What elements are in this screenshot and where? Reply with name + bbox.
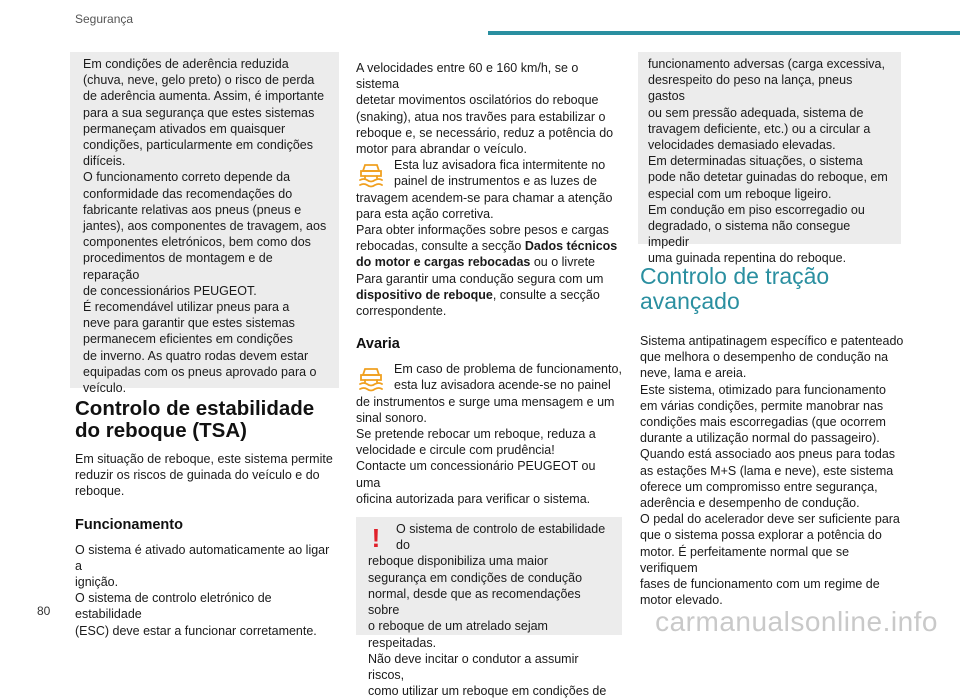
text-line: de inverno. As quatro rodas devem estar — [83, 348, 309, 363]
text-line: jantes), aos componentes de travagem, aos — [83, 219, 327, 234]
text-line: reduzir os riscos de guinada do veículo e do — [75, 468, 320, 483]
text-line: Em determinadas situações, o sistema — [648, 154, 863, 169]
text-line: uma guinada repentina do reboque. — [648, 251, 847, 266]
p2-line-c: do motor e cargas rebocadas ou o livrete — [356, 255, 595, 270]
text-line: Se pretende rebocar um reboque, reduza a — [356, 427, 596, 442]
text-line: normal, desde que as recomendações sobre — [368, 586, 581, 618]
traction-body — [640, 333, 904, 608]
p2-line-d: Para garantir uma condução segura com um — [356, 271, 604, 286]
text-line: reboque disponibiliza uma maior — [368, 554, 548, 569]
subheading-funcionamento: Funcionamento — [75, 516, 183, 533]
text-line: travagem acendem-se para chamar a atenção — [356, 190, 613, 205]
text-line: É recomendável utilizar pneus para a — [83, 300, 290, 315]
header-accent-bar — [488, 31, 960, 35]
text-line: esta luz avisadora acende-se no painel — [394, 378, 611, 393]
text-line: procedimentos de montagem e de reparação — [83, 251, 273, 282]
text-line: desrespeito do peso na lança, pneus gastos — [648, 73, 853, 104]
text-line: difíceis. — [83, 154, 126, 169]
text-line: Não deve incitar o condutor a assumir riscos, — [368, 651, 579, 682]
text-line: Sistema antipatinagem específico e patenteado — [640, 334, 904, 348]
heading-traction-control: Controlo de tração avançado — [640, 263, 830, 314]
text-line: veículo. — [83, 381, 127, 396]
p2-line-b: rebocadas, consulte a secção Dados técnicos — [356, 239, 618, 254]
text-line: para a sua segurança que estes sistemas — [83, 105, 315, 120]
column-3 — [640, 264, 904, 608]
trailer-warning-icon — [356, 363, 386, 393]
text-line: conformidade das recomendações do — [83, 186, 293, 201]
caution-box-continued — [638, 52, 901, 266]
icon2-rest — [356, 394, 622, 507]
text-line: especial com um reboque ligeiro. — [648, 186, 832, 201]
text-line: como utilizar um reboque em condições de — [368, 684, 607, 699]
text-line: Quando está associado aos pneus para todas — [640, 447, 896, 462]
text-line: motor para abrandar o veículo. — [356, 142, 527, 157]
heading-tsa: Controlo de estabilidade do reboque (TSA) — [75, 397, 315, 442]
text-line: O funcionamento correto depende da — [83, 170, 291, 185]
text-line: Em condições de aderência reduzida — [83, 57, 289, 71]
text-line: componentes eletrónicos, bem como dos — [83, 235, 311, 250]
text-line: O pedal do acelerador deve ser suficiente para — [640, 512, 900, 527]
text-line: O sistema de controlo eletrónico de estabilidade — [75, 591, 272, 622]
text-line: (ESC) deve estar a funcionar corretamente. — [75, 623, 317, 638]
box2-lines — [648, 56, 891, 267]
text-line: que o sistema possa explorar a potência do — [640, 528, 882, 543]
icon1-rest — [356, 190, 622, 222]
snaking-text — [356, 60, 622, 157]
text-line: ignição. — [75, 575, 119, 590]
text-line: de instrumentos e surge uma mensagem e um — [356, 394, 615, 409]
text-line: (chuva, neve, gelo preto) o risco de perda — [83, 73, 315, 88]
text-line: que melhora o desempenho de condução na — [640, 350, 889, 365]
box-lines — [83, 56, 329, 396]
text-line: fases de funcionamento com um regime de — [640, 577, 880, 592]
text-line: funcionamento adversas (carga excessiva, — [648, 57, 885, 71]
text-line: reboque. — [75, 484, 125, 499]
p2-line-f: correspondente. — [356, 304, 447, 319]
text-line: neve, lama e areia. — [640, 366, 747, 381]
text-line: condições, particularmente em condições — [83, 138, 313, 153]
tsa-intro — [75, 451, 339, 500]
text-line: O sistema é ativado automaticamente ao ligar a — [75, 542, 330, 573]
text-line: (snaking), atua nos travões para estabilizar o — [356, 109, 606, 124]
text-line: Em situação de reboque, este sistema permite — [75, 452, 333, 466]
text-line: aderência e desempenho de condução. — [640, 496, 860, 511]
text-line: permaneçam ativados em quaisquer — [83, 121, 286, 136]
text-line: A velocidades entre 60 e 160 km/h, se o sistema — [356, 61, 579, 92]
text-line: velocidades demasiado elevadas. — [648, 138, 836, 153]
text-line: de aderência aumenta. Assim, é importante — [83, 89, 325, 104]
text-line: durante a utilização normal do passageiro). — [640, 431, 880, 446]
text-line: condições mais escorregadias (que ocorrem — [640, 415, 886, 430]
icon2-lines — [356, 361, 622, 393]
text-line: as estações M+S (lama e neve), este sistema — [640, 463, 894, 478]
text-line: ou sem pressão adequada, sistema de — [648, 105, 864, 120]
warn-lines — [368, 521, 612, 570]
text-line: neve para garantir que estes sistemas — [83, 316, 295, 331]
icon1-lines — [356, 157, 622, 189]
text-line: fabricante relativas aos pneus (pneus e — [83, 202, 302, 217]
text-line: oferece um compromisso entre segurança, — [640, 479, 878, 494]
text-line: pode não detetar guinadas do reboque, em — [648, 170, 888, 185]
text-line: para esta ação corretiva. — [356, 206, 494, 221]
caution-box — [356, 517, 622, 699]
text-line: Este sistema, otimizado para funcionamento — [640, 382, 886, 397]
text-line: de concessionários PEUGEOT. — [83, 283, 257, 298]
warning-light-para-1 — [356, 157, 622, 222]
text-line: Em caso de problema de funcionamento, — [394, 362, 622, 377]
text-line: motor. É perfeitamente normal que se verifiquem — [640, 544, 850, 575]
watermark: carmanualsonline.info — [655, 606, 938, 637]
subheading-avaria: Avaria — [356, 336, 400, 353]
text-line: o reboque de um atrelado sejam respeitadas. — [368, 619, 548, 650]
exclamation-icon: ! — [371, 523, 381, 554]
text-line: reboque e, se necessário, reduz a potência do — [356, 125, 614, 140]
info-box-adherence — [70, 52, 339, 396]
text-line: Contacte um concessionário PEUGEOT ou uma — [356, 459, 596, 490]
text-line: painel de instrumentos e as luzes de — [394, 174, 597, 189]
text-line: oficina autorizada para verificar o sistema. — [356, 491, 591, 506]
text-line: equipadas com os pneus aprovado para o — [83, 364, 317, 379]
p2-line-e: dispositivo de reboque, consulte a secção — [356, 287, 600, 302]
text-line: O sistema de controlo de estabilidade do — [396, 522, 606, 553]
text-line: velocidade e circule com prudência! — [356, 443, 555, 458]
trailer-warning-icon — [356, 159, 386, 189]
text-line: motor elevado. — [640, 593, 723, 608]
text-line: detetar movimentos oscilatórios do reboque — [356, 93, 599, 108]
column-1 — [75, 398, 339, 639]
page-number: 80 — [37, 604, 51, 618]
text-line: permanecem eficientes em condições — [83, 332, 293, 347]
text-line: em várias condições, permite manobrar nas — [640, 398, 884, 413]
section-title: Segurança — [75, 12, 134, 26]
warn-rest — [368, 570, 612, 699]
column-2 — [356, 60, 622, 699]
p2-line-a: Para obter informações sobre pesos e cargas — [356, 223, 609, 238]
text-line: Em condução em piso escorregadio ou — [648, 202, 865, 217]
warning-light-para-2 — [356, 361, 622, 507]
funcionamento-text — [75, 542, 339, 639]
text-line: degradado, o sistema não consegue impedir — [648, 219, 851, 250]
text-line: segurança em condições de condução — [368, 570, 583, 585]
text-line: sinal sonoro. — [356, 410, 427, 425]
text-line: Esta luz avisadora fica intermitente no — [394, 158, 606, 173]
text-line: travagem deficiente, etc.) ou a circular a — [648, 121, 871, 136]
